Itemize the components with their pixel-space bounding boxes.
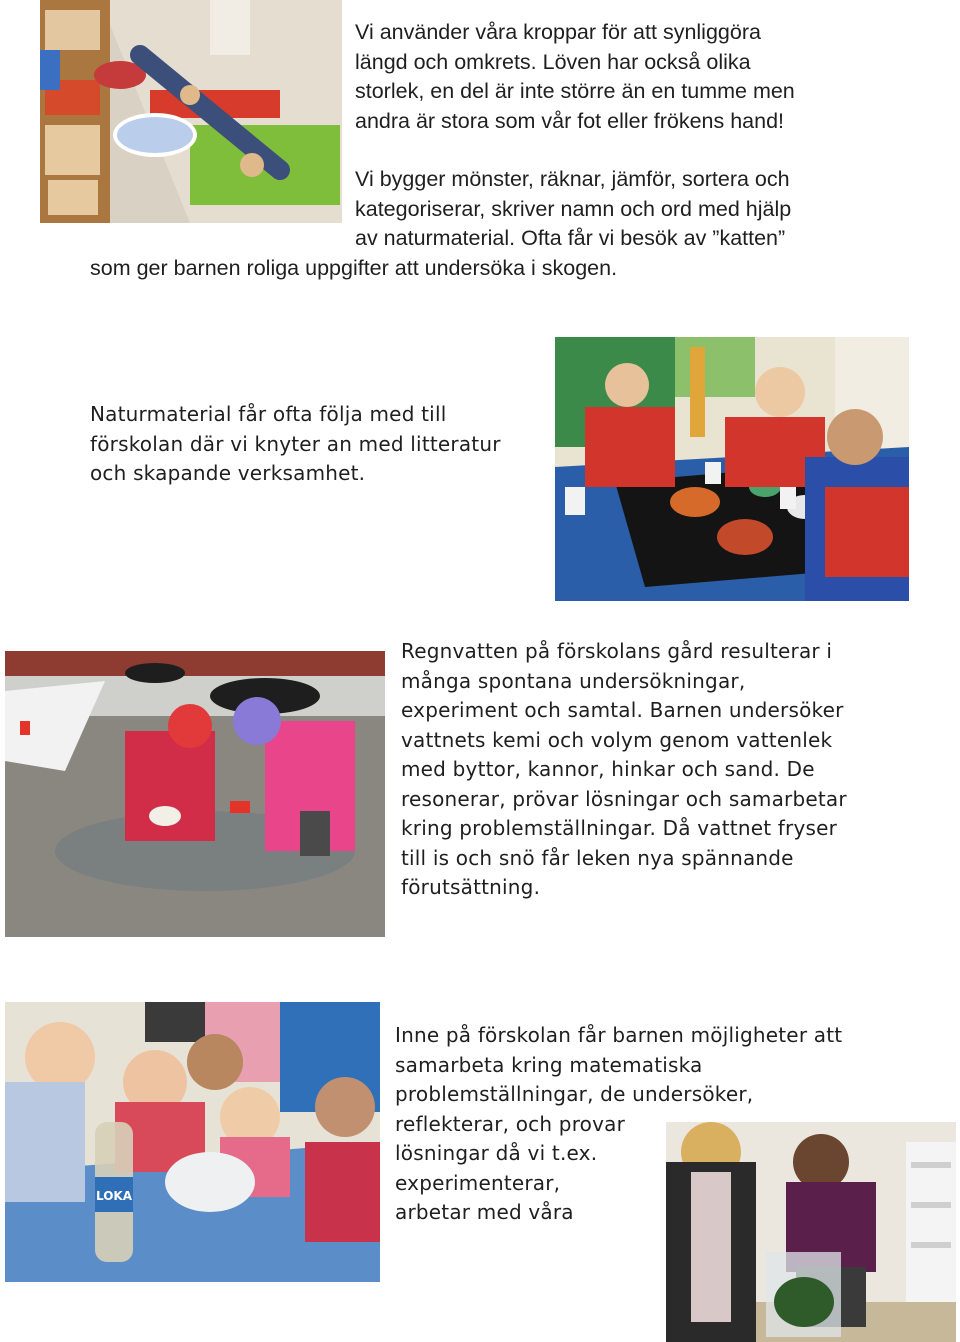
text-line: kring problemställningar. Då vattnet fryser [401, 816, 838, 840]
text-line: samarbeta kring matematiska [395, 1052, 703, 1077]
text-line: och skapande verksamhet. [90, 461, 366, 485]
text-line: storlek, en del är inte större än en tumme men [355, 79, 795, 103]
text-block-nature-material [90, 400, 501, 489]
text-line: vattnets kemi och volym genom vattenlek [401, 727, 833, 752]
text-block-patterns-counting [90, 165, 792, 283]
text-line: Regnvatten på förskolans gård resulterar i [401, 639, 833, 663]
text-line: experiment och samtal. Barnen undersöker [401, 698, 844, 722]
photo-children-painting-leaves [555, 337, 909, 601]
text-line: Vi använder våra kroppar för att synliggöra [355, 20, 761, 44]
text-line: Naturmaterial får ofta följa med till [90, 402, 447, 426]
text-line: med byttor, kannor, hinkar och sand. De [401, 757, 815, 781]
text-block-indoor-collaboration [395, 1021, 842, 1228]
text-line: längd och omkrets. Löven har också olika [355, 49, 751, 74]
text-line: förskolan där vi knyter an med litteratur [90, 431, 501, 456]
text-line: till is och snö får leken nya spännande [401, 845, 794, 870]
text-line: reflekterar, och provar [395, 1111, 626, 1136]
text-line: experimenterar, [395, 1170, 561, 1195]
text-line: andra är stora som vår fot eller frökens hand! [355, 108, 785, 133]
photo-children-bowl-experiment [5, 1002, 380, 1282]
text-line: arbetar med våra [395, 1200, 574, 1224]
text-line: många spontana undersökningar, [401, 668, 746, 693]
text-line: förutsättning. [401, 875, 541, 899]
text-line: Vi bygger mönster, räknar, jämför, sortera och [355, 167, 790, 191]
text-line: av naturmaterial. Ofta får vi besök av ”katten” [355, 226, 786, 250]
bottle-label-text: LOKA [95, 1189, 133, 1203]
text-line: Inne på förskolan får barnen möjligheter att [395, 1023, 843, 1047]
text-line: resonerar, prövar lösningar och samarbetar [401, 786, 847, 811]
text-line: problemställningar, de undersöker, [395, 1082, 754, 1106]
photo-children-lying-in-row [40, 0, 342, 223]
photo-children-rainwater-play [5, 651, 385, 937]
text-block-rainwater [401, 637, 847, 903]
text-line: som ger barnen roliga uppgifter att undersöka i skogen. [90, 255, 618, 280]
text-block-body-measurement [355, 18, 795, 136]
text-line: kategoriserar, skriver namn och ord med hjälp [355, 196, 792, 221]
text-line: lösningar då vi t.ex. [395, 1141, 598, 1165]
